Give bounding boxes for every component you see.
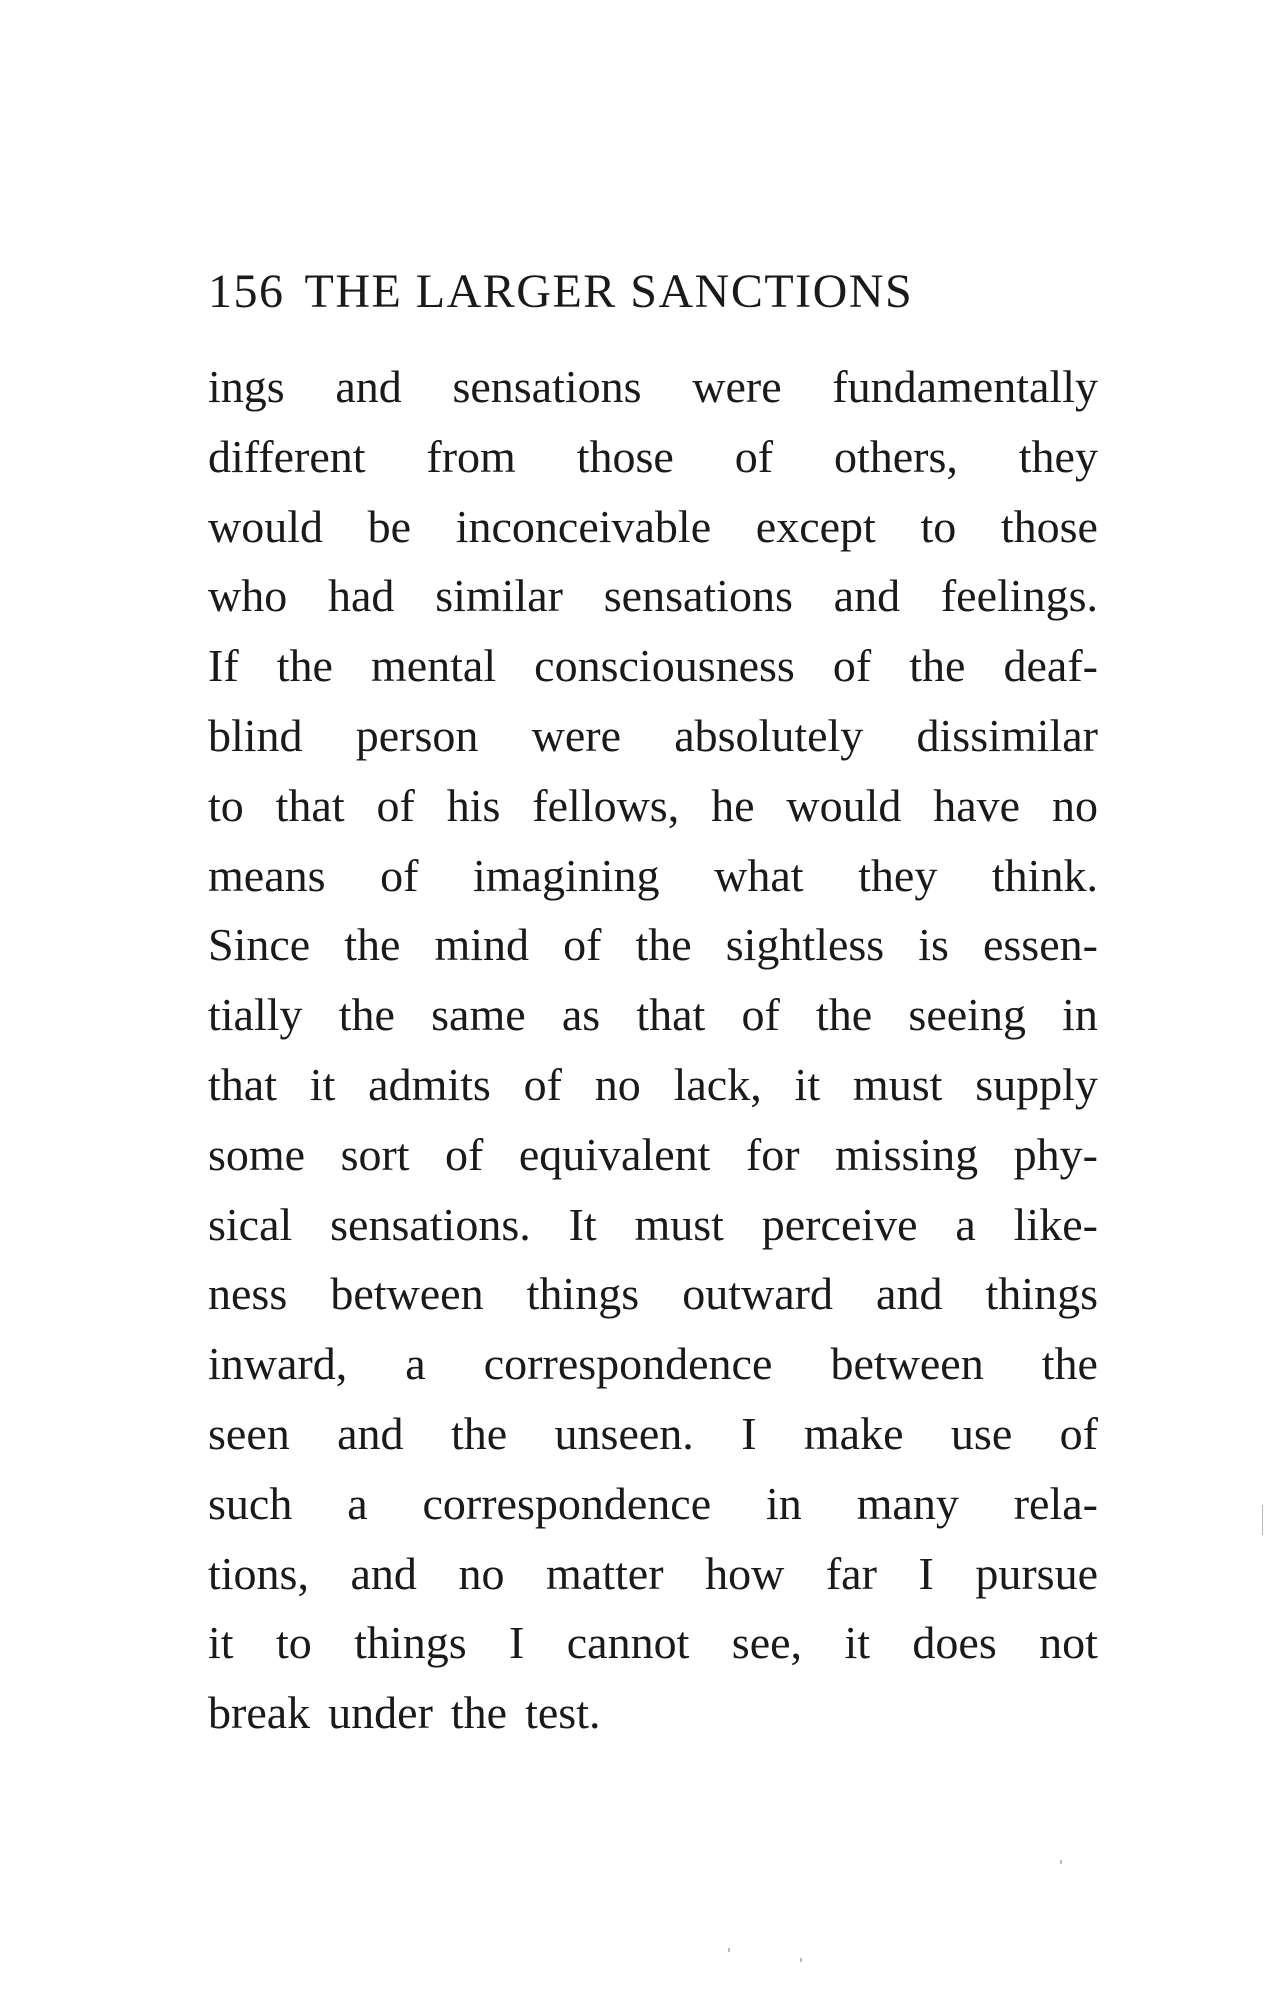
word: of xyxy=(380,849,419,901)
word: must xyxy=(634,1198,724,1250)
word: have xyxy=(933,779,1021,831)
word: I xyxy=(509,1617,525,1669)
word: inward, xyxy=(208,1338,348,1390)
text-line xyxy=(208,1469,1098,1539)
text-line xyxy=(208,980,1098,1050)
word: no xyxy=(458,1547,505,1599)
word: pursue xyxy=(975,1547,1098,1599)
word: to xyxy=(920,500,957,552)
word: phy- xyxy=(1013,1128,1098,1180)
word: many xyxy=(856,1477,959,1529)
word: make xyxy=(803,1407,904,1459)
text-line xyxy=(208,1259,1098,1329)
word: means xyxy=(208,849,326,901)
word: between xyxy=(330,1268,484,1320)
text-line xyxy=(208,1678,1098,1748)
word: the xyxy=(450,1407,508,1459)
word: would xyxy=(786,779,902,831)
word: see, xyxy=(731,1617,803,1669)
word: no xyxy=(1051,779,1098,831)
word: mental xyxy=(370,640,497,692)
word: sensations xyxy=(603,570,793,622)
word: correspondence xyxy=(483,1338,773,1390)
word: those xyxy=(1000,500,1098,552)
text-line xyxy=(208,561,1098,631)
word: dissimilar xyxy=(916,709,1098,761)
word: tions, xyxy=(208,1547,309,1599)
word: imagining xyxy=(473,849,660,901)
word: tially xyxy=(208,989,303,1041)
word: consciousness xyxy=(534,640,795,692)
word: what xyxy=(714,849,804,901)
word: and xyxy=(876,1268,943,1320)
running-head xyxy=(208,262,1108,322)
word: from xyxy=(426,430,516,482)
word: sical xyxy=(208,1198,293,1250)
word: in xyxy=(1062,989,1098,1041)
word: not xyxy=(1039,1617,1098,1669)
word: far xyxy=(825,1547,877,1599)
word: matter xyxy=(546,1547,664,1599)
word: the xyxy=(344,919,401,971)
word: person xyxy=(355,709,479,761)
word: fellows, xyxy=(532,779,680,831)
word: different xyxy=(208,430,366,482)
word: some xyxy=(208,1128,306,1180)
scan-speck xyxy=(1262,1505,1263,1535)
word: does xyxy=(912,1617,997,1669)
word: for xyxy=(745,1128,800,1180)
word: think. xyxy=(991,849,1098,901)
word: of xyxy=(445,1128,484,1180)
text-line xyxy=(208,1120,1098,1190)
word: the xyxy=(338,989,395,1041)
word: same xyxy=(431,989,526,1041)
word: and xyxy=(337,1407,404,1459)
word: such xyxy=(208,1477,293,1529)
word: must xyxy=(852,1058,943,1110)
word: they xyxy=(858,849,938,901)
word: would xyxy=(208,500,323,552)
word: of xyxy=(523,1058,562,1110)
word: cannot xyxy=(566,1617,690,1669)
word: mind xyxy=(434,919,530,971)
word: inconceivable xyxy=(455,500,712,552)
text-line xyxy=(208,1329,1098,1399)
word: sensations. xyxy=(330,1198,531,1250)
scan-speck xyxy=(800,1958,802,1962)
word: of xyxy=(1059,1407,1098,1459)
word: the xyxy=(276,640,333,692)
word: seen xyxy=(208,1407,290,1459)
word: of xyxy=(734,430,774,482)
word: that xyxy=(275,779,345,831)
word: supply xyxy=(975,1058,1098,1110)
word: in xyxy=(766,1477,802,1529)
word: essen- xyxy=(982,919,1098,971)
text-line xyxy=(208,1608,1098,1678)
word: it xyxy=(794,1058,821,1110)
word: sensations xyxy=(452,361,642,412)
word: and xyxy=(833,570,901,622)
word: a xyxy=(955,1198,976,1250)
word: ings xyxy=(208,361,285,412)
word: the xyxy=(450,1687,508,1739)
word: I xyxy=(918,1547,934,1599)
word: they xyxy=(1018,430,1098,482)
word: use xyxy=(950,1407,1013,1459)
word: it xyxy=(309,1058,336,1110)
word: like- xyxy=(1013,1198,1098,1250)
word: and xyxy=(350,1547,417,1599)
word: the xyxy=(635,919,692,971)
word: of xyxy=(832,640,872,692)
text-line xyxy=(208,1190,1098,1260)
text-line xyxy=(208,841,1098,911)
word: things xyxy=(985,1268,1098,1320)
word: he xyxy=(711,779,755,831)
word: blind xyxy=(208,709,303,761)
word: the xyxy=(816,989,873,1041)
word: of xyxy=(563,919,602,971)
text-line xyxy=(208,422,1098,492)
word: seeing xyxy=(908,989,1026,1041)
word: I xyxy=(741,1407,757,1459)
text-line xyxy=(208,701,1098,771)
word: equivalent xyxy=(518,1128,711,1180)
word: that xyxy=(208,1058,277,1110)
word: those xyxy=(576,430,674,482)
word: who xyxy=(208,570,288,622)
word: unseen. xyxy=(554,1407,694,1459)
word: to xyxy=(208,779,244,831)
word: If xyxy=(208,640,239,692)
text-line xyxy=(208,1050,1098,1120)
word: lack, xyxy=(673,1058,762,1110)
word: is xyxy=(918,919,949,971)
word: under xyxy=(328,1687,433,1739)
body-text xyxy=(208,352,1098,1748)
text-line xyxy=(208,631,1098,701)
text-line xyxy=(208,492,1098,562)
text-line xyxy=(208,352,1098,422)
word: be xyxy=(367,500,412,552)
word: except xyxy=(755,500,876,552)
word: it xyxy=(844,1617,871,1669)
word: fundamentally xyxy=(832,361,1098,412)
text-line xyxy=(208,771,1098,841)
text-line xyxy=(208,1539,1098,1609)
word: ness xyxy=(208,1268,288,1320)
word: rela- xyxy=(1013,1477,1098,1529)
word: missing xyxy=(835,1128,979,1180)
word: to xyxy=(275,1617,312,1669)
word: of xyxy=(741,989,780,1041)
word: his xyxy=(446,779,501,831)
word: were xyxy=(531,709,622,761)
word: had xyxy=(328,570,395,622)
word: a xyxy=(347,1477,368,1529)
page-number: 156 xyxy=(208,265,285,318)
word: and xyxy=(335,361,402,412)
text-line xyxy=(208,1399,1098,1469)
word: admits xyxy=(368,1058,491,1110)
word: sightless xyxy=(725,919,885,971)
word: correspondence xyxy=(422,1477,712,1529)
word: that xyxy=(636,989,706,1041)
word: between xyxy=(830,1338,984,1390)
word: Since xyxy=(208,919,311,971)
word: It xyxy=(568,1198,597,1250)
word: things xyxy=(354,1617,467,1669)
word: were xyxy=(692,361,782,412)
word: the xyxy=(1041,1338,1098,1390)
word: break xyxy=(208,1687,311,1739)
word: feelings. xyxy=(940,570,1098,622)
word: how xyxy=(705,1547,785,1599)
word: it xyxy=(208,1617,234,1669)
word: deaf- xyxy=(1003,640,1098,692)
word: of xyxy=(376,779,415,831)
word: outward xyxy=(682,1268,833,1320)
scan-speck xyxy=(728,1948,730,1952)
word: a xyxy=(405,1338,426,1390)
word: the xyxy=(909,640,966,692)
word: as xyxy=(561,989,601,1041)
word: no xyxy=(594,1058,641,1110)
text-line xyxy=(208,910,1098,980)
word: things xyxy=(526,1268,640,1320)
running-title: THE LARGER SANCTIONS xyxy=(304,265,914,318)
word: sort xyxy=(340,1128,410,1180)
word: absolutely xyxy=(674,709,864,761)
word: similar xyxy=(435,570,563,622)
word: perceive xyxy=(761,1198,918,1250)
scan-speck xyxy=(1060,1860,1062,1864)
word: test. xyxy=(525,1687,601,1739)
word: others, xyxy=(833,430,958,482)
